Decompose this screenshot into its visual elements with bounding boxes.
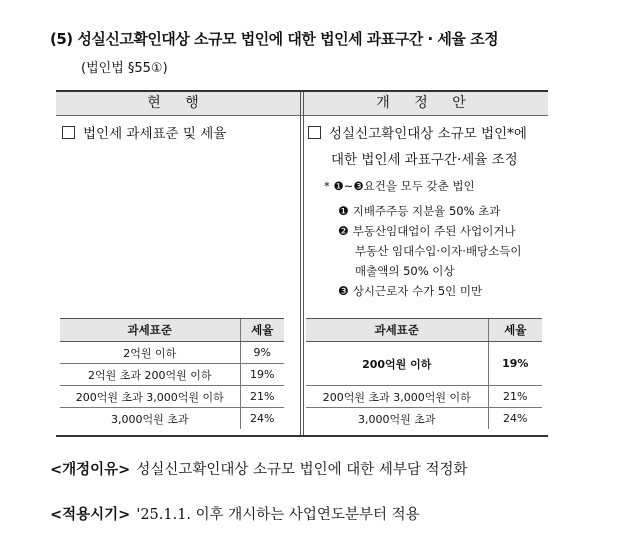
header-current: 현 행: [147, 95, 209, 111]
revised-item-line1: 성실신고확인대상 소규모 법인*에: [308, 122, 527, 142]
rate-base: 200억원 초과 3,000억원 이하: [60, 386, 240, 408]
header-revised: 개 정 안: [376, 95, 476, 111]
rate-value: 19%: [240, 364, 284, 386]
number-2-icon: ❷: [338, 224, 349, 238]
current-item: 법인세 과세표준 및 세율: [62, 122, 226, 142]
rate-value: 24%: [488, 408, 542, 430]
table-row: [60, 342, 284, 364]
header-rate: 세율: [488, 319, 542, 342]
apply-label: <적용시기>: [50, 507, 131, 523]
rate-value: 21%: [240, 386, 284, 408]
condition-2: ❷ 부동산임대업이 주된 사업이거나: [338, 224, 516, 238]
rate-table-header: [306, 319, 542, 342]
reason-line: [50, 458, 468, 479]
reason-text: 성실신고확인대상 소규모 법인에 대한 세부담 적정화: [136, 462, 468, 478]
rate-table-header: [60, 319, 284, 342]
header-rate: 세율: [240, 319, 284, 342]
checkbox-icon: [62, 126, 75, 139]
number-1-icon: ❶: [338, 204, 349, 218]
revised-item-line2: 대한 법인세 과표구간·세율 조정: [331, 152, 518, 168]
column-divider: [300, 92, 304, 435]
rate-value: 19%: [488, 342, 542, 386]
table-row: [60, 364, 284, 386]
condition-2-line2: 부동산 임대수입·이자·배당소득이: [355, 244, 522, 258]
table-row: [306, 408, 542, 430]
section-title: (5) 성실신고확인대상 소규모 법인에 대한 법인세 과표구간 · 세율 조정: [50, 30, 499, 48]
section-subtitle: (법인법 §55①): [81, 61, 168, 76]
rate-base: 2억원 이하: [60, 342, 240, 364]
reason-label: <개정이유>: [50, 462, 131, 478]
rate-value: 9%: [240, 342, 284, 364]
table-row: [306, 386, 542, 408]
table-row: [60, 386, 284, 408]
rate-base: 3,000억원 초과: [111, 412, 189, 426]
apply-line: [50, 503, 420, 524]
condition-3: ❸ 상시근로자 수가 5인 미만: [338, 284, 483, 298]
comparison-table: [56, 90, 548, 437]
number-3-icon: ❸: [338, 284, 349, 298]
table-row: [60, 408, 284, 430]
rate-base: 2억원 초과 200억원 이하: [60, 364, 240, 386]
checkbox-icon: [308, 126, 321, 139]
footnote: * ❶~❸요건을 모두 갖춘 법인: [324, 179, 475, 193]
header-base: 과세표준: [306, 319, 488, 342]
condition-2-line3: 매출액의 50% 이상: [355, 264, 455, 278]
revised-rate-table: [306, 318, 542, 429]
header-base: 과세표준: [60, 319, 240, 342]
current-rate-table: [60, 318, 284, 429]
table-row: [306, 342, 542, 386]
rate-base: 3,000억원 초과: [358, 412, 436, 426]
rate-base: 200억원 초과 3,000억원 이하: [306, 386, 488, 408]
apply-text: '25.1.1. 이후 개시하는 사업연도분부터 적용: [136, 507, 420, 523]
condition-1: ❶ 지배주주등 지분율 50% 초과: [338, 204, 501, 218]
rate-base: 200억원 이하: [306, 342, 488, 386]
rate-value: 21%: [488, 386, 542, 408]
rate-value: 24%: [240, 408, 284, 430]
